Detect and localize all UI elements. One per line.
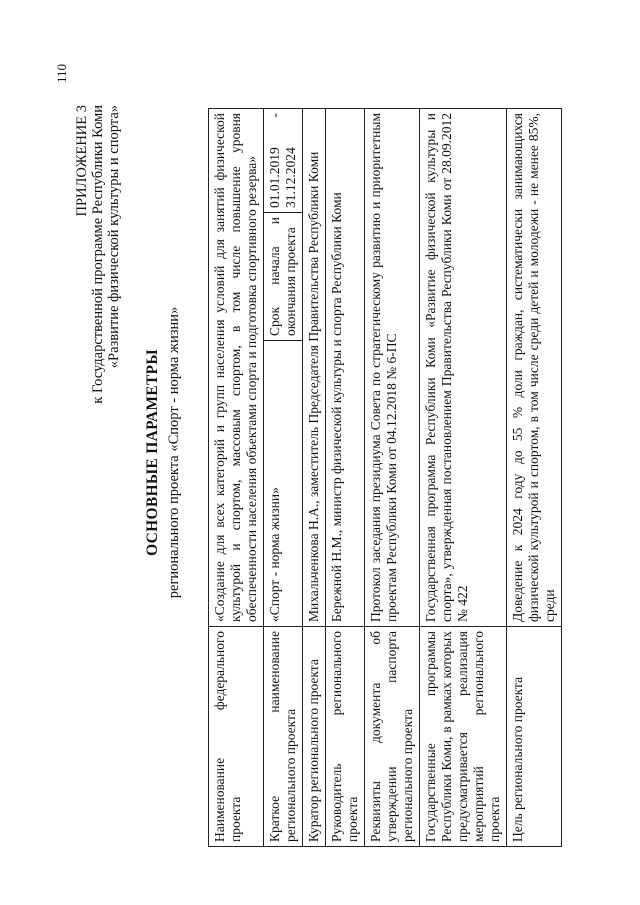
federal-name-label: Наименование федерального проекта [209,627,264,847]
table-row [507,108,562,846]
page-number: 110 [54,63,69,83]
table-row [326,108,365,846]
table-row [264,108,303,846]
table-row [209,108,264,846]
programs-label: Государственные программы Республики Коми, в рамках которых предусматривается реализация мероприятий регионального проекта [420,627,507,847]
head-label: Руководитель регионального проекта [326,627,365,847]
appendix-line-1: к Государственной программе Республики Коми [90,105,106,404]
federal-name-value: «Создание для всех категорий и групп населения условий для занятий физической культурой и спортом, массовым спортом, в том числе повышение уровня обеспеченности населения объектами спорта и подготовка спортивного резерва» [209,108,264,626]
period-value: 01.01.2019 - 31.12.2024 [264,108,303,212]
curator-value: Михальченкова Н.А., заместитель Председателя Правительства Республики Коми [303,108,326,626]
goal-value: Доведение к 2024 году до 55 % доли граждан, систематически занимающихся физической культурой и спортом, в том числе среди детей и молодежи - не менее 85%, среди [507,108,562,626]
goal-label: Цель регионального проекта [507,627,562,847]
head-value: Бережной Н.М., министр физической культуры и спорта Республики Коми [326,108,365,626]
table-row [303,108,326,846]
table-row [420,108,507,846]
period-label: Срок начала и окончания проекта [264,213,303,341]
parameters-table [208,108,562,847]
curator-label: Куратор регионального проекта [303,627,326,847]
document-title: ОСНОВНЫЕ ПАРАМЕТРЫ [144,349,161,556]
short-name-label: Краткое наименование регионального проекта [264,627,303,847]
short-name-value: «Спорт - норма жизни» [264,341,303,627]
requisites-value: Протокол заседания президиума Совета по стратегическому развитию и приоритетным проектам Республики Коми от 04.12.2018 № 6-ПС [365,108,420,626]
programs-value: Государственная программа Республики Коми «Развитие физической культуры и спорта», утвержденная постановлением Правительства Республики Коми от 28.09.2012 № 422 [420,108,507,626]
document-subtitle: регионального проекта «Спорт - норма жизни» [166,306,182,599]
document-header [144,0,183,905]
appendix-title: ПРИЛОЖЕНИЕ 3 [74,105,90,217]
appendix-line-2: «Развитие физической культуры и спорта» [106,105,122,369]
appendix-block [74,105,122,625]
requisites-label: Реквизиты документа об утверждении паспорта регионального проекта [365,627,420,847]
table-row [365,108,420,846]
